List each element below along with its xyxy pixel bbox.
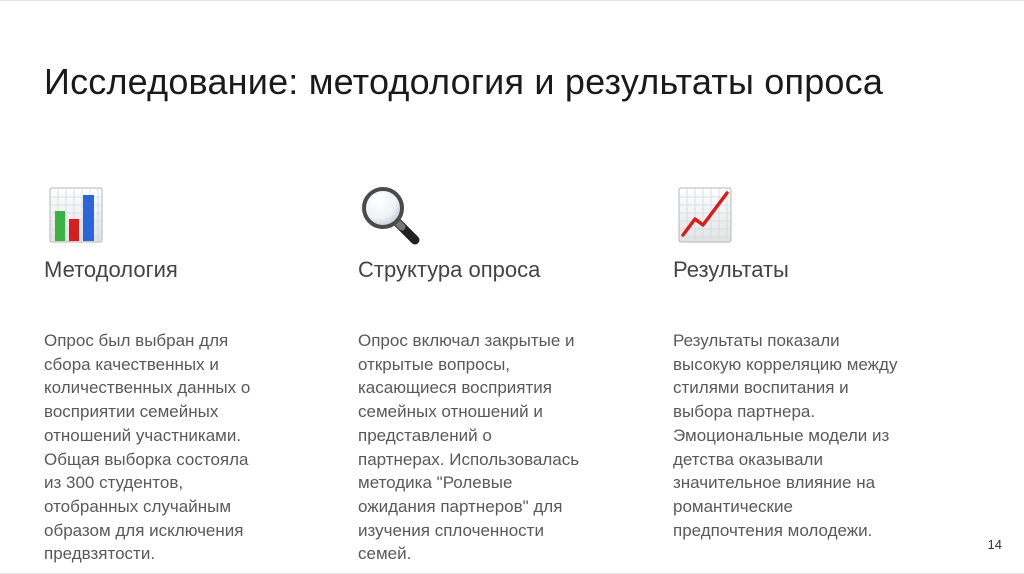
column-methodology [44, 183, 344, 564]
column-survey-structure [358, 183, 658, 564]
column-body: Опрос был выбран для сбора качественных и количественных данных о восприятии семейных отношений участниками. Общая выборка состояла из 300 студентов, отобранных случайным образом для исключения предвзятости. [44, 331, 251, 564]
bar-chart-icon [44, 183, 108, 247]
page-number: 14 [987, 537, 1002, 552]
trend-chart-icon [673, 183, 737, 247]
column-heading: Результаты [673, 257, 789, 282]
column-heading: Методология [44, 257, 178, 282]
column-body: Опрос включал закрытые и открытые вопросы, касающиеся восприятия семейных отношений и представлений о партнерах. Использовалась методика "Ролевые ожидания партнеров" для изучения сплоченности семей. [358, 331, 580, 564]
slide-title: Исследование: методология и результаты опроса [44, 61, 884, 102]
column-results [673, 183, 973, 540]
column-body: Результаты показали высокую корреляцию между стилями воспитания и выбора партнера. Эмоциональные модели из детства оказывали значительное влияние на романтические предпочтения молодежи. [673, 331, 898, 540]
column-heading: Структура опроса [358, 257, 541, 282]
magnifying-glass-icon [358, 183, 422, 247]
